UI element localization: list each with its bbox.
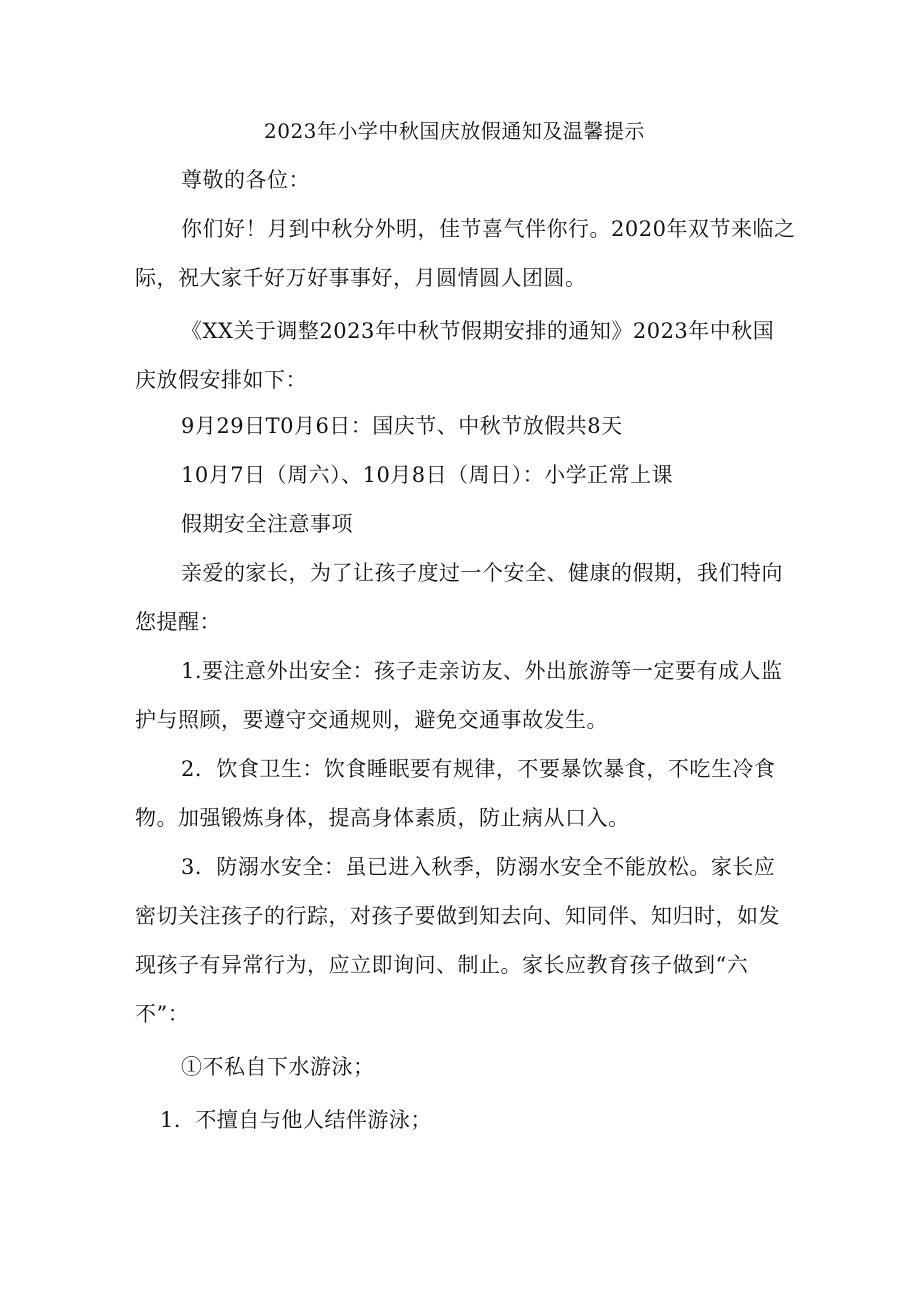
tip-2-line-2: 物。加强锻炼身体，提高身体素质，防止病从口入。 xyxy=(135,806,630,830)
six-no-item-2: 1．不擅自与他人结伴游泳； xyxy=(160,1108,432,1132)
safety-heading: 假期安全注意事项 xyxy=(181,512,353,536)
parents-intro-line-2: 您提醒： xyxy=(135,610,221,634)
greeting-line-2: 际，祝大家千好万好事事好，月圆情圆人团圆。 xyxy=(135,266,587,290)
six-no-item-1: ①不私自下水游泳； xyxy=(181,1055,375,1079)
notice-ref-line-1: 《XX关于调整2023年中秋节假期安排的通知》2023年中秋国 xyxy=(181,319,775,343)
document-title: 2023年小学中秋国庆放假通知及温馨提示 xyxy=(264,119,645,143)
tip-3-line-3: 现孩子有异常行为，应立即询问、制止。家长应教育孩子做到“六 xyxy=(135,953,749,977)
parents-intro-line-1: 亲爱的家长，为了让孩子度过一个安全、健康的假期，我们特向 xyxy=(181,561,783,585)
salutation: 尊敬的各位： xyxy=(181,168,310,192)
tip-2-line-1: 2．饮食卫生：饮食睡眠要有规律，不要暴饮暴食，不吃生冷食 xyxy=(181,757,776,781)
schedule-item-1: 9月29日T0月6日：国庆节、中秋节放假共8天 xyxy=(181,414,623,438)
schedule-item-2: 10月7日（周六）、10月8日（周日）：小学正常上课 xyxy=(181,463,674,487)
tip-3-line-1: 3．防溺水安全：虽已进入秋季，防溺水安全不能放松。家长应 xyxy=(181,855,776,879)
tip-1-line-1: 1.要注意外出安全：孩子走亲访友、外出旅游等一定要有成人监 xyxy=(181,659,783,683)
tip-3-line-2: 密切关注孩子的行踪，对孩子要做到知去向、知同伴、知归时，如发 xyxy=(135,904,780,928)
notice-ref-line-2: 庆放假安排如下： xyxy=(135,368,307,392)
greeting-line-1: 你们好！月到中秋分外明，佳节喜气伴你行。2020年双节来临之 xyxy=(181,217,796,241)
tip-1-line-2: 护与照顾，要遵守交通规则，避免交通事故发生。 xyxy=(135,708,608,732)
tip-3-line-4: 不”： xyxy=(135,1002,190,1026)
